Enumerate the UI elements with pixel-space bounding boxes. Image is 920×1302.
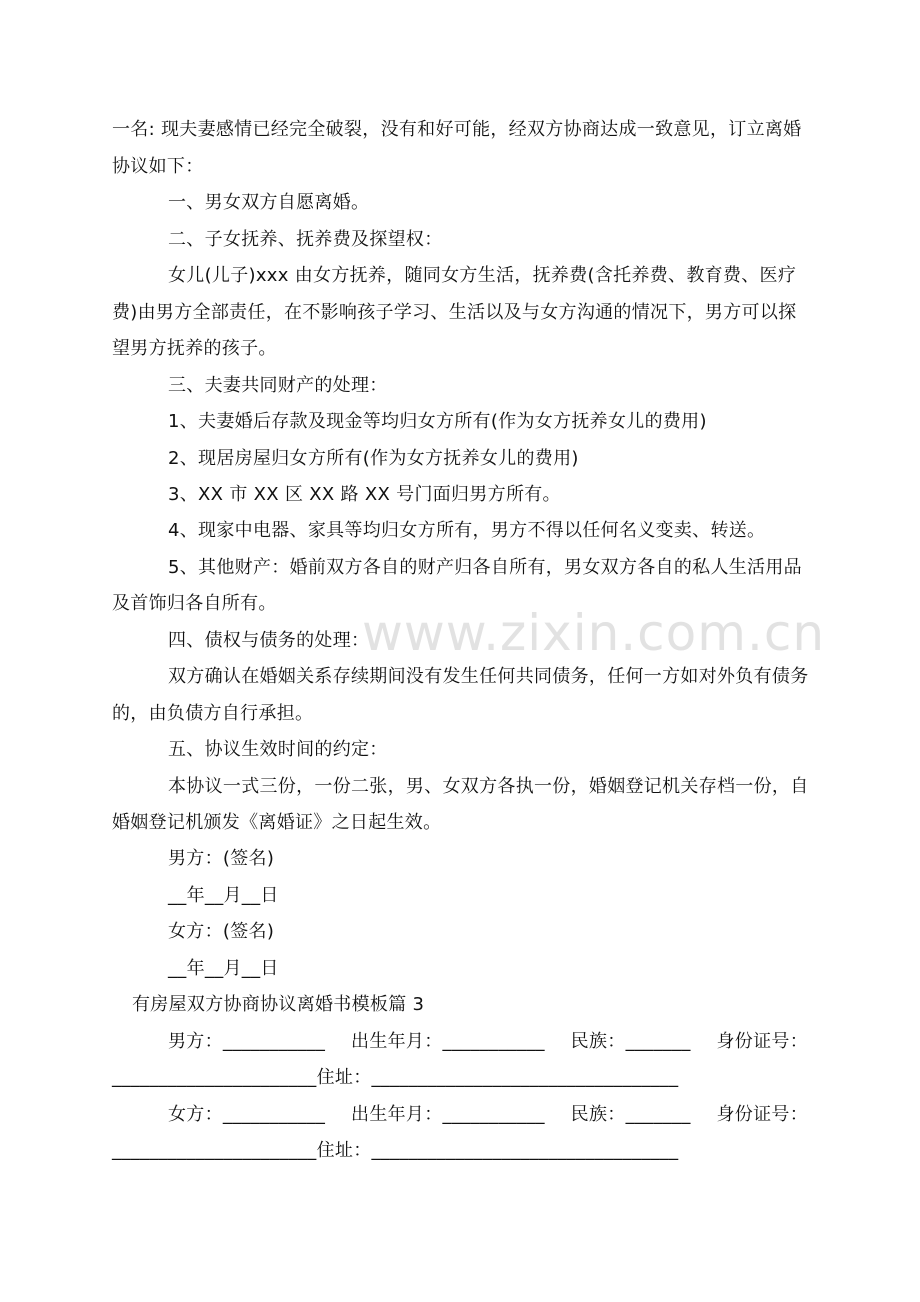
female-label: 女方：___________: [168, 1104, 326, 1125]
male-ethnic: 民族：_______: [570, 1031, 691, 1052]
intro-line-2: 协议如下：: [112, 156, 204, 177]
male-address: 住址：_________________________________: [316, 1067, 679, 1088]
clause-2-text-2: 费)由男方全部责任，在不影响孩子学习、生活以及与女方沟通的情况下，男方可以探: [112, 302, 797, 323]
clause-3-heading: 三、夫妻共同财产的处理：: [168, 375, 388, 396]
clause-3-item-2: 2、现居房屋归女方所有(作为女方抚养女儿的费用): [168, 448, 579, 469]
section-title: 有房屋双方协商协议离婚书模板篇 3: [132, 994, 425, 1015]
clause-3-item-5: 5、其他财产：婚前双方各自的财产归各自所有，男女双方各自的私人生活用品: [168, 557, 802, 578]
watermark: www.zixin.com.cn: [362, 604, 826, 662]
female-ethnic: 民族：_______: [570, 1104, 691, 1125]
clause-3-item-5-cont: 及首饰归各自所有。: [112, 593, 277, 614]
clause-3-item-4: 4、现家中电器、家具等均归女方所有，男方不得以任何名义变卖、转送。: [168, 520, 766, 541]
female-info-row: [168, 1102, 808, 1128]
male-label: 男方：___________: [168, 1031, 326, 1052]
female-date: __年__月__日: [168, 958, 279, 979]
male-date: __年__月__日: [168, 885, 279, 906]
clause-2-text-3: 望男方抚养的孩子。: [112, 338, 277, 359]
female-address: 住址：_________________________________: [316, 1140, 679, 1161]
clause-5-heading: 五、协议生效时间的约定：: [168, 739, 388, 760]
clause-5-text-1: 本协议一式三份，一份二张，男、女双方各执一份，婚姻登记机关存档一份，自: [168, 776, 809, 797]
male-id-label: 身份证号：: [716, 1031, 808, 1052]
male-birth: 出生年月：___________: [351, 1031, 545, 1052]
female-id-address-row: [112, 1138, 812, 1164]
clause-1: 一、男女双方自愿离婚。: [168, 192, 370, 213]
clause-3-item-3: 3、XX 市 XX 区 XX 路 XX 号门面归男方所有。: [168, 484, 561, 505]
clause-4-text-1: 双方确认在婚姻关系存续期间没有发生任何共同债务，任何一方如对外负有债务: [168, 666, 809, 687]
clause-3-item-1: 1、夫妻婚后存款及现金等均归女方所有(作为女方抚养女儿的费用): [168, 411, 707, 432]
male-signature: 男方：(签名): [168, 848, 275, 869]
clause-2-heading: 二、子女抚养、抚养费及探望权：: [168, 229, 443, 250]
male-id-address-row: [112, 1065, 812, 1091]
female-signature: 女方：(签名): [168, 921, 275, 942]
clause-2-text-1: 女儿(儿子)xxx 由女方抚养，随同女方生活，抚养费(含托养费、教育费、医疗: [168, 265, 797, 286]
clause-4-heading: 四、债权与债务的处理：: [168, 630, 370, 651]
intro-line-1: 一名: 现夫妻感情已经完全破裂，没有和好可能，经双方协商达成一致意见，订立离婚: [112, 119, 802, 140]
male-id-line: ______________________: [112, 1067, 317, 1088]
female-id-label: 身份证号：: [716, 1104, 808, 1125]
male-info-row: [168, 1029, 808, 1055]
female-birth: 出生年月：___________: [351, 1104, 545, 1125]
clause-5-text-2: 婚姻登记机颁发《离婚证》之日起生效。: [112, 812, 442, 833]
female-id-line: ______________________: [112, 1140, 317, 1161]
clause-4-text-2: 的，由负债方自行承担。: [112, 703, 314, 724]
